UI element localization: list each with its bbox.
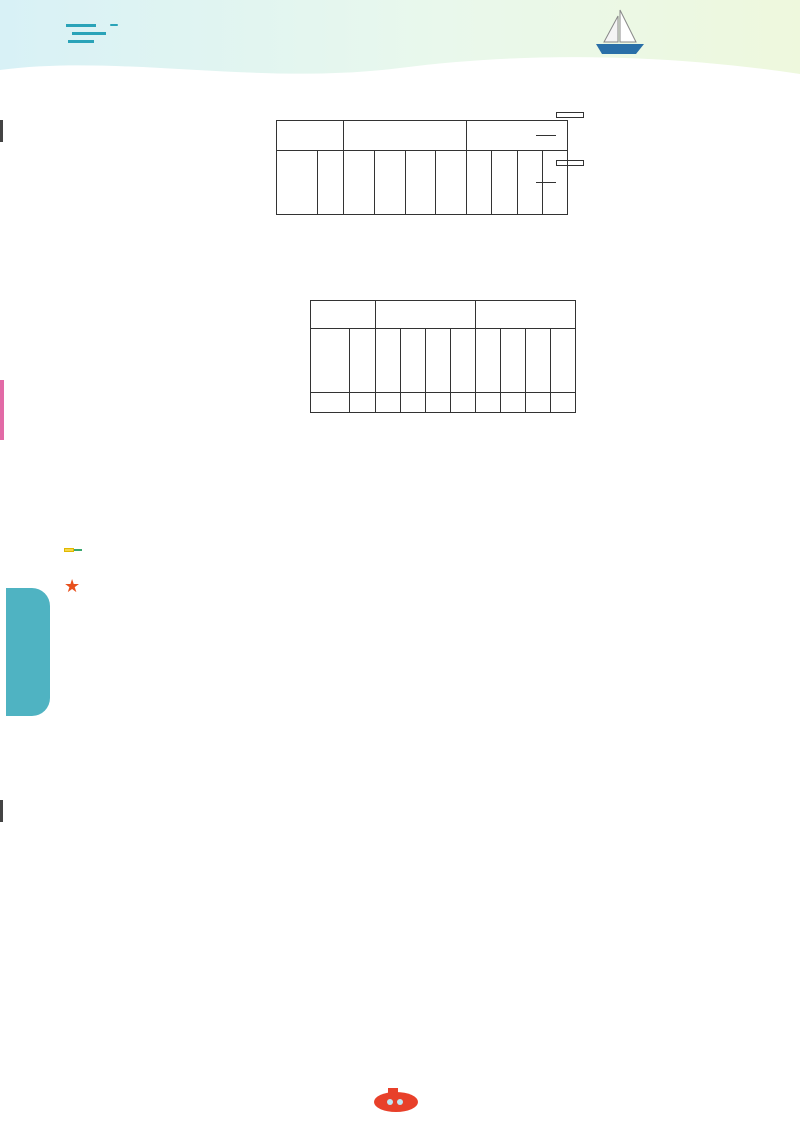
section-badge [64,537,82,563]
place-ellipsis [277,151,318,215]
place-cell [344,151,375,215]
day-tab [6,588,50,716]
group-wan [344,121,467,151]
place-cell [476,329,501,393]
digit-table-2 [310,300,576,413]
place-cell [349,329,375,393]
section-title [64,576,80,597]
place-cell [467,151,492,215]
digit-cell-empty [349,393,375,413]
place-row [277,151,568,215]
digit-cell [476,393,501,413]
place-cell [376,329,401,393]
group-ge [476,301,576,329]
submarine-icon [370,1082,430,1116]
label-shuwei [556,160,584,166]
label-shuji [556,112,584,118]
place-cell [426,329,451,393]
place-cell [526,329,551,393]
place-cell [436,151,467,215]
digit-cell [401,393,426,413]
badge-part-a [64,548,74,552]
place-cell [451,329,476,393]
digit-cell [451,393,476,413]
digit-cell [526,393,551,413]
header-wave [0,52,800,92]
badge-part-b [74,549,82,551]
connector [536,182,556,183]
edge-mark [0,800,3,822]
place-cell [405,151,436,215]
digit-cell-empty [311,393,350,413]
place-cell [551,329,576,393]
group-yi [277,121,344,151]
digit-table-1 [276,120,568,215]
digit-row [311,393,576,413]
group-yi [311,301,376,329]
place-cell [374,151,405,215]
digit-cell [551,393,576,413]
star-icon: ★ [64,576,81,597]
digit-cell [376,393,401,413]
place-cell [401,329,426,393]
logo-lines-icon [66,22,110,46]
sailboat-icon [592,8,648,58]
connector [536,135,556,136]
place-cell [317,151,343,215]
digit-cell [501,393,526,413]
place-ellipsis [311,329,350,393]
digit-cell [426,393,451,413]
place-cell [492,151,517,215]
edge-mark [0,380,4,440]
edge-mark [0,120,3,142]
page-header [0,0,800,88]
group-wan [376,301,476,329]
header-brand [110,24,118,26]
place-cell [501,329,526,393]
